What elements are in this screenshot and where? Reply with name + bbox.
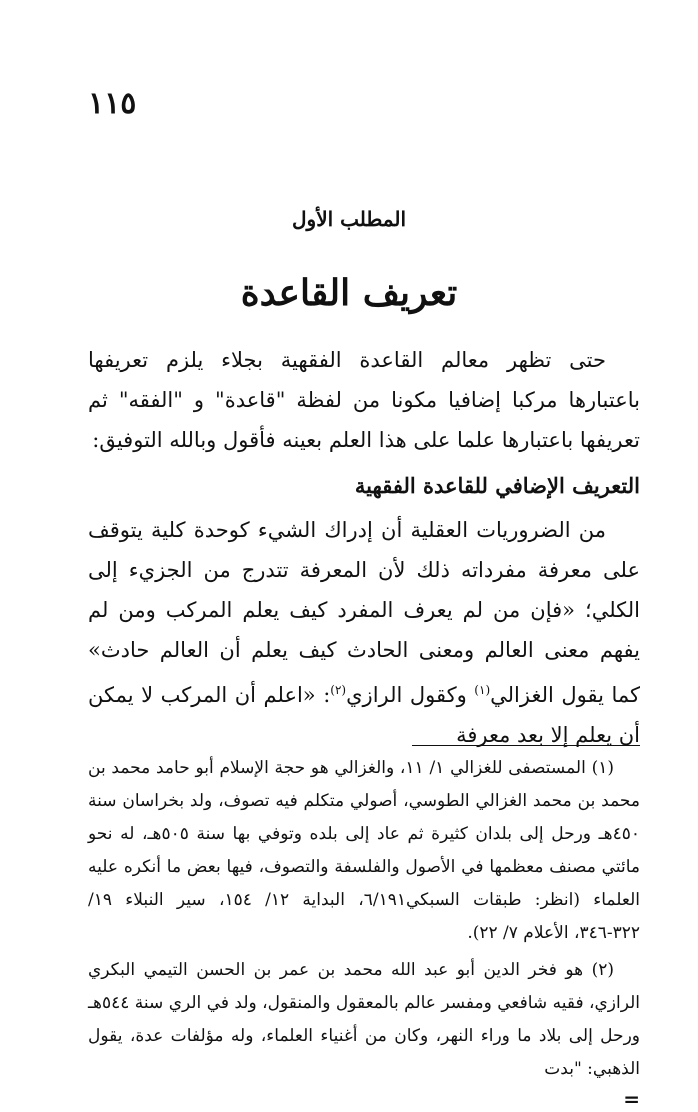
- paragraph-2: [88, 510, 640, 755]
- footnotes: [88, 752, 640, 1112]
- body-text: [88, 340, 640, 755]
- section-label: المطلب الأول: [292, 207, 406, 231]
- footnote-ref-2: (٢): [330, 683, 347, 697]
- footnote-ref-1: (١): [474, 683, 491, 697]
- subheading: التعريف الإضافي للقاعدة الفقهية: [354, 473, 640, 498]
- footnote-2: (٢) هو فخر الدين أبو عبد الله محمد بن عمر بن الحسن التيمي البكري الرازي، فقيه شافعي ومفسر عالم بالمعقول والمنقول، ولد في الري سنة ٥٤٤هـ ورحل إلى بلاد ما وراء النهر، وكان من أغنياء العلماء، وله مؤلفات عدة، يقول الذهبي: "بدت: [88, 960, 640, 1079]
- paragraph-2-part-3: : «اعلم أن المركب لا يمكن أن يعلم إلا بعد معرفة: [88, 683, 640, 747]
- footnote-separator: [412, 745, 640, 746]
- chapter-title: تعريف القاعدة: [240, 272, 458, 314]
- paragraph-2-part-1: من الضروريات العقلية أن إدراك الشيء كوحدة كلية يتوقف على معرفة مفرداته ذلك لأن المعرفة تتدرج من الجزيء إلى الكلي؛ «فإن من لم يعرف المفرد كيف يعلم المركب ومن لم يفهم معنى العالم ومعنى الحادث كيف يعلم أن العالم حادث» كما يقول الغزالي: [88, 518, 640, 707]
- paragraph-2-part-2: وكقول الرازي: [346, 683, 467, 707]
- footnote-1: (١) المستصفى للغزالي ١/ ١١، والغزالي هو حجة الإسلام أبو حامد محمد بن محمد بن محمد الغزالي الطوسي، أصولي متكلم فيه تصوف، ولد بخراسان سنة ٤٥٠هـ ورحل إلى بلدان كثيرة ثم عاد إلى بلده وتوفي بها سنة ٥٠٥هـ، له نحو مائتي مصنف معظمها في الأصول والفلسفة والتصوف، فيها بعض ما أنكره عليه العلماء (انظر: طبقات السبكي٦/١٩١، البداية ١٢/ ١٥٤، سير النبلاء ١٩/ ٣٢٢-٣٤٦، الأعلام ٧/ ٢٢).: [88, 758, 640, 943]
- page-number: ١١٥: [88, 86, 137, 121]
- continuation-mark: =: [623, 1087, 640, 1111]
- paragraph-1: حتى تظهر معالم القاعدة الفقهية بجلاء يلزم تعريفها باعتبارها مركبا إضافيا مكونا من لفظة "قاعدة" و "الفقه" ثم تعريفها باعتبارها علما على هذا العلم بعينه فأقول وبالله التوفيق:: [88, 348, 640, 452]
